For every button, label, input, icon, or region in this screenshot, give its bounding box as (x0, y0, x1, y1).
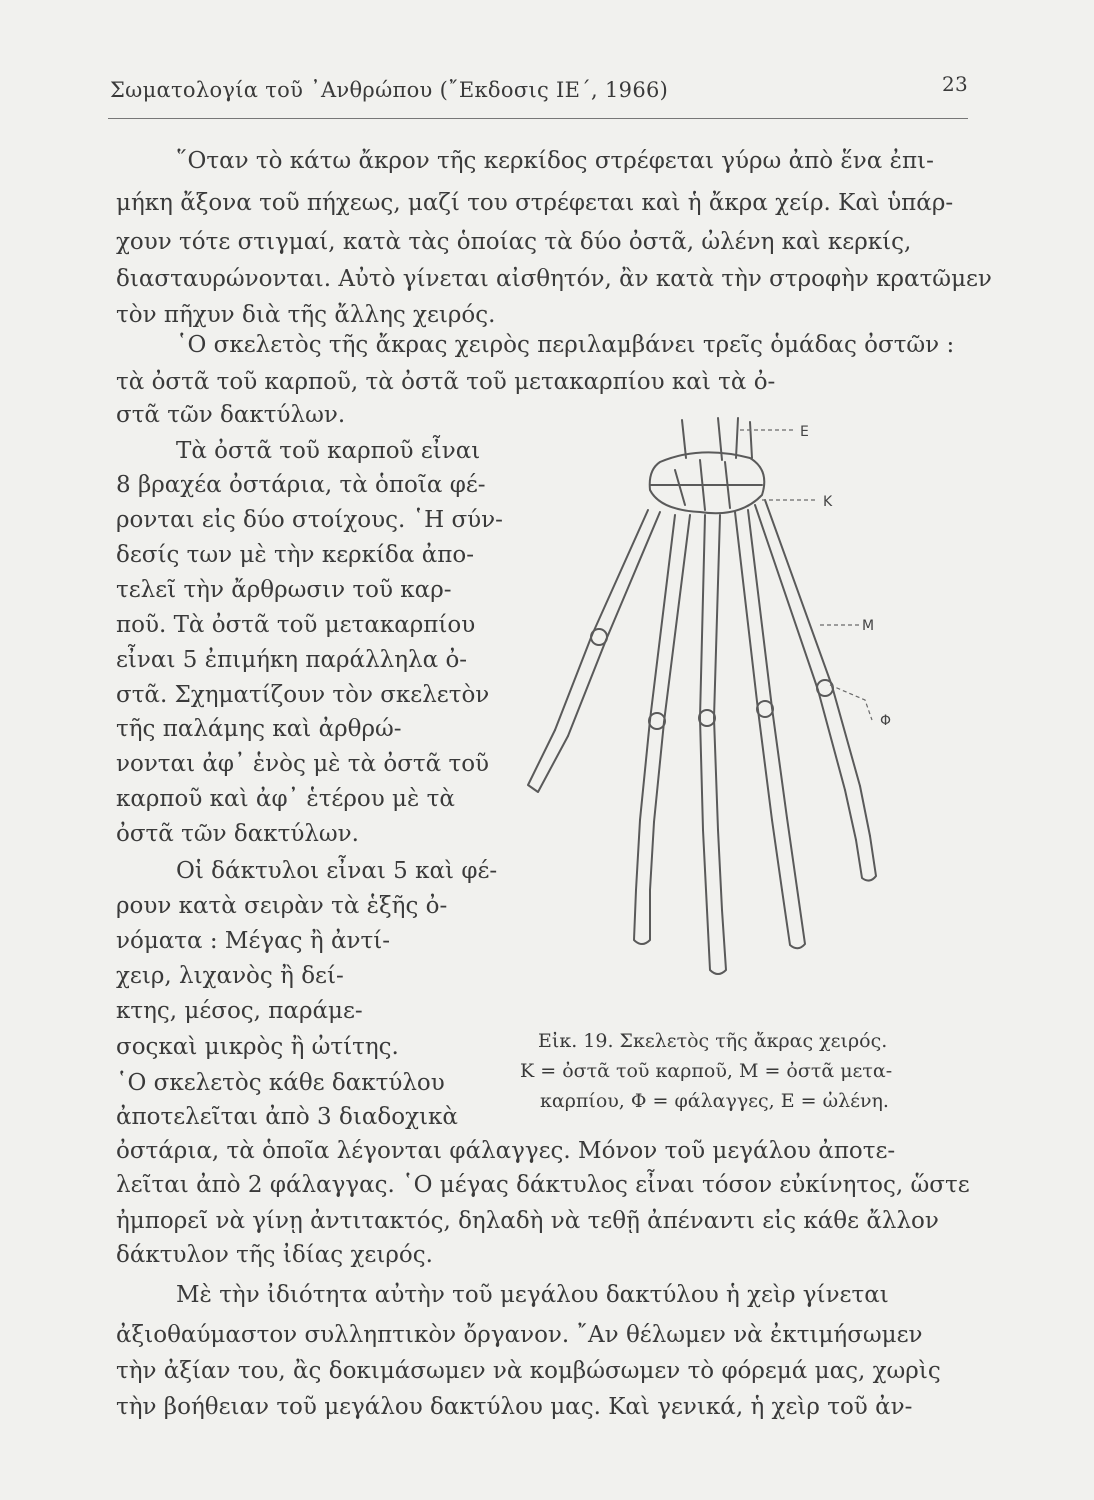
text-line: στᾶ τῶν δακτύλων. (116, 402, 346, 428)
text-line: τὴν βοήθειαν τοῦ μεγάλου δακτύλου μας. Καὶ γενικά, ἡ χεὶρ τοῦ ἀν- (116, 1394, 913, 1420)
figure-label-e: E (800, 424, 809, 440)
text-line: δάκτυλον τῆς ἰδίας χειρός. (116, 1242, 433, 1268)
text-line: λεῖται ἀπὸ 2 φάλαγγας. ῾Ο μέγας δάκτυλος εἶναι τόσον εὐκίνητος, ὥστε (116, 1172, 970, 1198)
figure-label-phi: Φ (880, 713, 892, 729)
text-line: ἠμπορεῖ νὰ γίνῃ ἀντιτακτός, δηλαδὴ νὰ τεθῇ ἀπέναντι εἰς κάθε ἄλλον (116, 1208, 939, 1234)
text-line: χειρ, λιχανὸς ἢ δεί- (116, 963, 344, 989)
text-line: ῾Ο σκελετὸς τῆς ἄκρας χειρὸς περιλαμβάνει τρεῖς ὁμάδας ὀστῶν : (176, 332, 955, 358)
text-line: ρονται εἰς δύο στοίχους. ῾Η σύν- (116, 507, 503, 533)
text-line: ἀποτελεῖται ἀπὸ 3 διαδοχικὰ (116, 1104, 458, 1130)
page-number: 23 (941, 72, 968, 96)
running-header (110, 72, 968, 102)
thumb-phalanx-2 (528, 730, 568, 792)
text-line: δεσίς των μὲ τὴν κερκίδα ἀπο- (116, 542, 475, 568)
figure-caption-line: Κ = ὀστᾶ τοῦ καρποῦ, Μ = ὀστᾶ μετα- (520, 1060, 893, 1082)
text-line: ἀξιοθαύμαστον συλληπτικὸν ὄργανον. ῎Αν θέλωμεν νὰ ἐκτιμήσωμεν (116, 1322, 923, 1348)
text-line: 8 βραχέα ὀστάρια, τὰ ὁποῖα φέ- (116, 472, 486, 498)
figure-caption-line: Εἰκ. 19. Σκελετὸς τῆς ἄκρας χειρός. (538, 1030, 888, 1052)
text-line: ὀστάρια, τὰ ὁποῖα λέγονται φάλαγγες. Μόνον τοῦ μεγάλου ἀποτε- (116, 1138, 896, 1164)
header-rule (108, 118, 968, 119)
text-line: εἶναι 5 ἐπιμήκη παράλληλα ὀ- (116, 647, 468, 673)
text-line: τῆς παλάμης καὶ ἀρθρώ- (116, 716, 402, 742)
metacarpal-thumb (592, 510, 660, 640)
text-line: διασταυρώνονται. Αὐτὸ γίνεται αἰσθητόν, ἂν κατὰ τὴν στροφὴν κρατῶμεν (116, 266, 992, 292)
metacarpal-index (650, 515, 690, 722)
text-line: καρποῦ καὶ ἀφ᾿ ἑτέρου μὲ τὰ (116, 786, 455, 812)
text-line: τελεῖ τὴν ἄρθρωσιν τοῦ καρ- (116, 577, 452, 603)
text-line: νόματα : Μέγας ἢ ἀντί- (116, 928, 390, 954)
text-line: μήκη ἄξονα τοῦ πήχεως, μαζί του στρέφεται καὶ ἡ ἄκρα χείρ. Καὶ ὑπάρ- (116, 190, 954, 216)
figure-label-m: M (862, 618, 875, 634)
text-line: τὰ ὀστᾶ τοῦ καρποῦ, τὰ ὀστᾶ τοῦ μετακαρπίου καὶ τὰ ὀ- (116, 369, 776, 395)
text-line: κτης, μέσος, παράμε- (116, 998, 363, 1024)
hand-skeleton-figure (500, 400, 920, 1020)
text-line: Οἱ δάκτυλοι εἶναι 5 καὶ φέ- (176, 858, 498, 884)
text-line: Τὰ ὀστᾶ τοῦ καρποῦ εἶναι (176, 438, 481, 464)
text-line: σοςκαὶ μικρὸς ἢ ὠτίτης. (116, 1034, 399, 1060)
text-line: ῞Οταν τὸ κάτω ἄκρον τῆς κερκίδος στρέφεται γύρω ἀπὸ ἕνα ἐπι- (176, 148, 934, 174)
text-line: ρουν κατὰ σειρὰν τὰ ἑξῆς ὀ- (116, 893, 448, 919)
carpal-bones (650, 452, 765, 513)
figure-caption-line: καρπίου, Φ = φάλαγγες, Ε = ὠλένη. (540, 1090, 889, 1112)
metacarpal-middle (700, 515, 720, 718)
header-title: Σωματολογία τοῦ ᾿Ανθρώπου (῎Εκδοσις ΙΕ΄, 1966) (110, 78, 669, 102)
text-line: ῾Ο σκελετὸς κάθε δακτύλου (116, 1070, 445, 1096)
text-line: στᾶ. Σχηματίζουν τὸν σκελετὸν (116, 682, 490, 708)
text-line: τὴν ἀξίαν του, ἂς δοκιμάσωμεν νὰ κομβώσωμεν τὸ φόρεμά μας, χωρὶς (116, 1358, 941, 1384)
text-line: χουν τότε στιγμαί, κατὰ τὰς ὁποίας τὰ δύο ὀστᾶ, ὠλένη καὶ κερκίς, (116, 229, 912, 255)
text-line: Μὲ τὴν ἰδιότητα αὐτὴν τοῦ μεγάλου δακτύλου ἡ χεὶρ γίνεται (176, 1282, 889, 1308)
text-line: τὸν πῆχυν διὰ τῆς ἄλλης χειρός. (116, 302, 496, 328)
text-line: νονται ἀφ᾿ ἑνὸς μὲ τὰ ὀστᾶ τοῦ (116, 751, 490, 777)
thumb-phalanx-1 (555, 635, 606, 736)
figure-label-k: K (823, 494, 833, 510)
text-line: ποῦ. Τὰ ὀστᾶ τοῦ μετακαρπίου (116, 612, 476, 638)
text-line: ὀστᾶ τῶν δακτύλων. (116, 821, 359, 847)
